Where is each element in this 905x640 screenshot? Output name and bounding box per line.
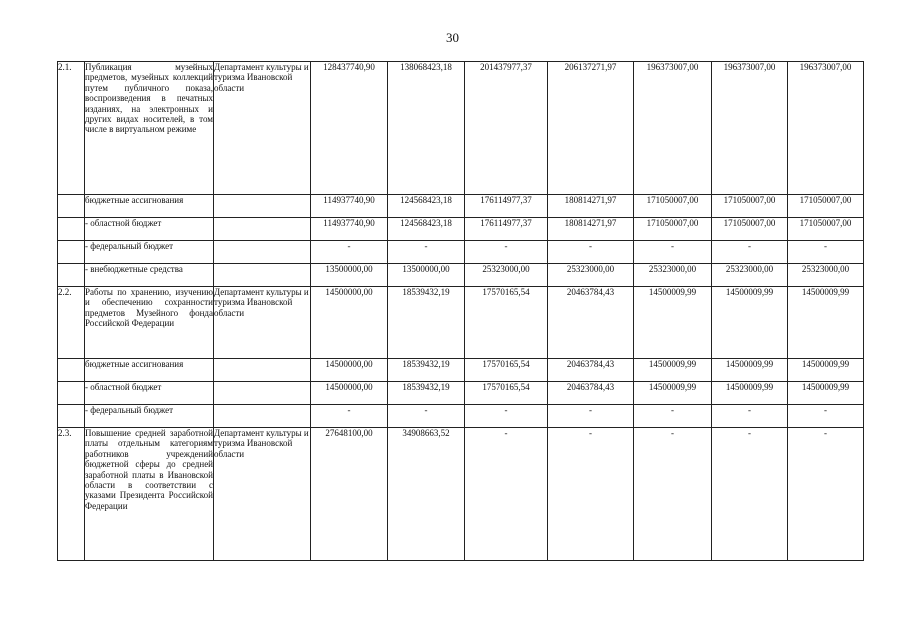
- value-cell: 171050007,00: [712, 195, 788, 218]
- value-cell: 34908663,52: [388, 428, 465, 561]
- table-row-main: [58, 62, 864, 195]
- value-cell: -: [634, 405, 712, 428]
- value-cell: 14500009,99: [634, 287, 712, 359]
- table-row-sub: [58, 195, 864, 218]
- value-cell: -: [548, 241, 634, 264]
- value-cell: 25323000,00: [548, 264, 634, 287]
- funding-label: - внебюджетные средства: [85, 264, 214, 287]
- table-row-sub: [58, 405, 864, 428]
- value-cell: 25323000,00: [788, 264, 864, 287]
- value-cell: 14500000,00: [311, 287, 388, 359]
- value-cell: -: [788, 428, 864, 561]
- value-cell: 18539432,19: [388, 359, 465, 382]
- value-cell: 25323000,00: [712, 264, 788, 287]
- value-cell: -: [634, 428, 712, 561]
- value-cell: -: [465, 241, 548, 264]
- funding-label: - областной бюджет: [85, 382, 214, 405]
- value-cell: -: [788, 241, 864, 264]
- value-cell: 14500009,99: [634, 382, 712, 405]
- value-cell: 201437977,37: [465, 62, 548, 195]
- value-cell: 171050007,00: [634, 218, 712, 241]
- value-cell: -: [634, 241, 712, 264]
- value-cell: 14500009,99: [788, 359, 864, 382]
- row-number: 2.2.: [58, 287, 85, 359]
- value-cell: 196373007,00: [788, 62, 864, 195]
- value-cell: -: [712, 405, 788, 428]
- value-cell: 14500000,00: [311, 382, 388, 405]
- value-cell: 27648100,00: [311, 428, 388, 561]
- value-cell: 17570165,54: [465, 382, 548, 405]
- table-row-sub: [58, 264, 864, 287]
- value-cell: 20463784,43: [548, 287, 634, 359]
- value-cell: 14500009,99: [712, 287, 788, 359]
- value-cell: 14500009,99: [788, 287, 864, 359]
- value-cell: 171050007,00: [634, 195, 712, 218]
- table-row-sub: [58, 382, 864, 405]
- table-row-main: [58, 287, 864, 359]
- value-cell: 20463784,43: [548, 359, 634, 382]
- funding-label: - федеральный бюджет: [85, 241, 214, 264]
- value-cell: 25323000,00: [634, 264, 712, 287]
- value-cell: 114937740,90: [311, 195, 388, 218]
- value-cell: 171050007,00: [788, 218, 864, 241]
- value-cell: -: [788, 405, 864, 428]
- value-cell: 18539432,19: [388, 382, 465, 405]
- value-cell: -: [548, 405, 634, 428]
- value-cell: 171050007,00: [712, 218, 788, 241]
- activity-name: Работы по хранению, изучению и обеспечению сохранности предметов Музейного фонда Российской Федерации: [85, 287, 214, 359]
- value-cell: 114937740,90: [311, 218, 388, 241]
- value-cell: -: [465, 405, 548, 428]
- value-cell: 14500009,99: [634, 359, 712, 382]
- table-row-sub: [58, 241, 864, 264]
- activity-name: Повышение средней заработной платы отдельным категориям работников учреждений бюджетной сферы до средней заработной платы в Ивановской области в соответствии с указами Президента Российской Федерации: [85, 428, 214, 561]
- value-cell: 17570165,54: [465, 287, 548, 359]
- value-cell: -: [388, 241, 465, 264]
- value-cell: 180814271,97: [548, 218, 634, 241]
- value-cell: 14500009,99: [712, 359, 788, 382]
- table-row-sub: [58, 359, 864, 382]
- value-cell: 13500000,00: [311, 264, 388, 287]
- value-cell: 176114977,37: [465, 195, 548, 218]
- funding-label: - федеральный бюджет: [85, 405, 214, 428]
- value-cell: 180814271,97: [548, 195, 634, 218]
- table-row-sub: [58, 218, 864, 241]
- funding-label: бюджетные ассигнования: [85, 359, 214, 382]
- value-cell: 17570165,54: [465, 359, 548, 382]
- value-cell: 176114977,37: [465, 218, 548, 241]
- value-cell: 196373007,00: [634, 62, 712, 195]
- value-cell: 138068423,18: [388, 62, 465, 195]
- value-cell: 25323000,00: [465, 264, 548, 287]
- value-cell: -: [465, 428, 548, 561]
- value-cell: 14500009,99: [788, 382, 864, 405]
- value-cell: 124568423,18: [388, 195, 465, 218]
- funding-label: бюджетные ассигнования: [85, 195, 214, 218]
- value-cell: 128437740,90: [311, 62, 388, 195]
- row-number: 2.1.: [58, 62, 85, 195]
- table-row-main: [58, 428, 864, 561]
- value-cell: 206137271,97: [548, 62, 634, 195]
- budget-table: [57, 61, 864, 561]
- responsible-org: Департамент культуры и туризма Ивановской области: [214, 287, 311, 359]
- responsible-org: Департамент культуры и туризма Ивановской области: [214, 428, 311, 561]
- value-cell: 171050007,00: [788, 195, 864, 218]
- value-cell: -: [712, 428, 788, 561]
- value-cell: -: [712, 241, 788, 264]
- value-cell: -: [311, 405, 388, 428]
- value-cell: 20463784,43: [548, 382, 634, 405]
- responsible-org: Департамент культуры и туризма Ивановской области: [214, 62, 311, 195]
- page-number: 30: [446, 30, 459, 45]
- value-cell: -: [548, 428, 634, 561]
- funding-label: - областной бюджет: [85, 218, 214, 241]
- value-cell: -: [311, 241, 388, 264]
- activity-name: Публикация музейных предметов, музейных коллекций путем публичного показа, воспроизведения в печатных изданиях, на электронных и других видах носителей, в том числе в виртуальном режиме: [85, 62, 214, 195]
- row-number: 2.3.: [58, 428, 85, 561]
- value-cell: 196373007,00: [712, 62, 788, 195]
- value-cell: 13500000,00: [388, 264, 465, 287]
- value-cell: 18539432,19: [388, 287, 465, 359]
- value-cell: 124568423,18: [388, 218, 465, 241]
- value-cell: 14500009,99: [712, 382, 788, 405]
- value-cell: -: [388, 405, 465, 428]
- value-cell: 14500000,00: [311, 359, 388, 382]
